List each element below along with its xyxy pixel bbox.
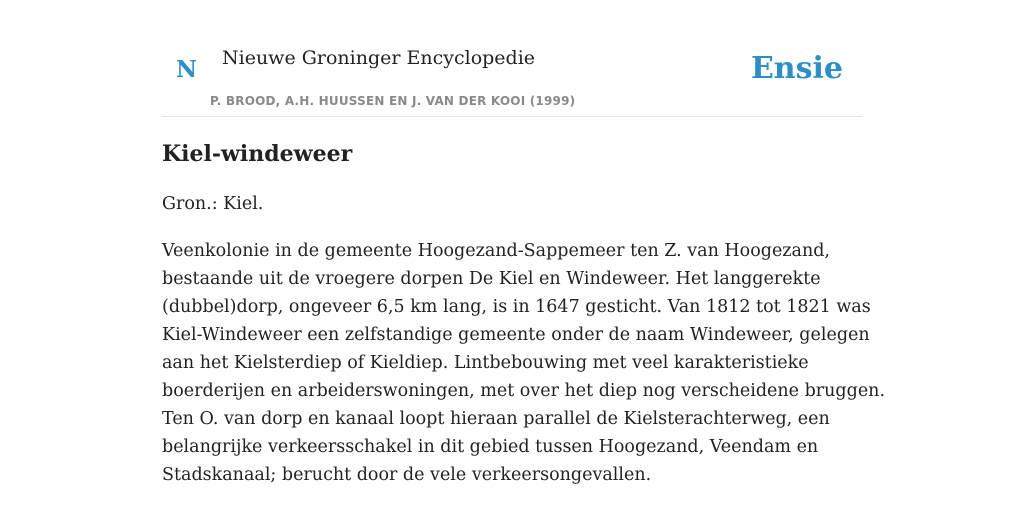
book-title[interactable]: Nieuwe Groninger Encyclopedie <box>222 47 536 69</box>
body-line: aan het Kielsterdiep of Kieldiep. Lintbebouwing met veel karakteristieke <box>162 353 809 373</box>
body-line: Kiel-Windeweer een zelfstandige gemeente onder de naam Windeweer, gelegen <box>162 325 870 345</box>
article-body <box>162 237 886 489</box>
brand-logo[interactable]: Ensie <box>750 51 843 86</box>
body-line: belangrijke verkeersschakel in dit gebied tussen Hoogezand, Veendam en <box>162 437 819 457</box>
body-line: Ten O. van dorp en kanaal loopt hieraan parallel de Kielsterachterweg, een <box>162 409 830 429</box>
body-line: Veenkolonie in de gemeente Hoogezand-Sappemeer ten Z. van Hoogezand, <box>162 241 830 261</box>
book-logo[interactable]: N <box>176 56 198 83</box>
article-subhead: Gron.: Kiel. <box>162 194 264 214</box>
header <box>162 0 862 117</box>
book-authors: P. BROOD, A.H. HUUSSEN EN J. VAN DER KOOI (1999) <box>210 94 576 108</box>
body-line: Stadskanaal; berucht door de vele verkeersongevallen. <box>162 465 652 485</box>
body-line: bestaande uit de vroegere dorpen De Kiel en Windeweer. Het langgerekte <box>162 269 821 289</box>
body-line: (dubbel)dorp, ongeveer 6,5 km lang, is in 1647 gesticht. Van 1812 tot 1821 was <box>162 297 871 317</box>
article <box>162 138 886 489</box>
body-line: boerderijen en arbeiderswoningen, met over het diep nog verscheidene bruggen. <box>162 381 886 401</box>
article-title: Kiel-windeweer <box>162 141 353 167</box>
